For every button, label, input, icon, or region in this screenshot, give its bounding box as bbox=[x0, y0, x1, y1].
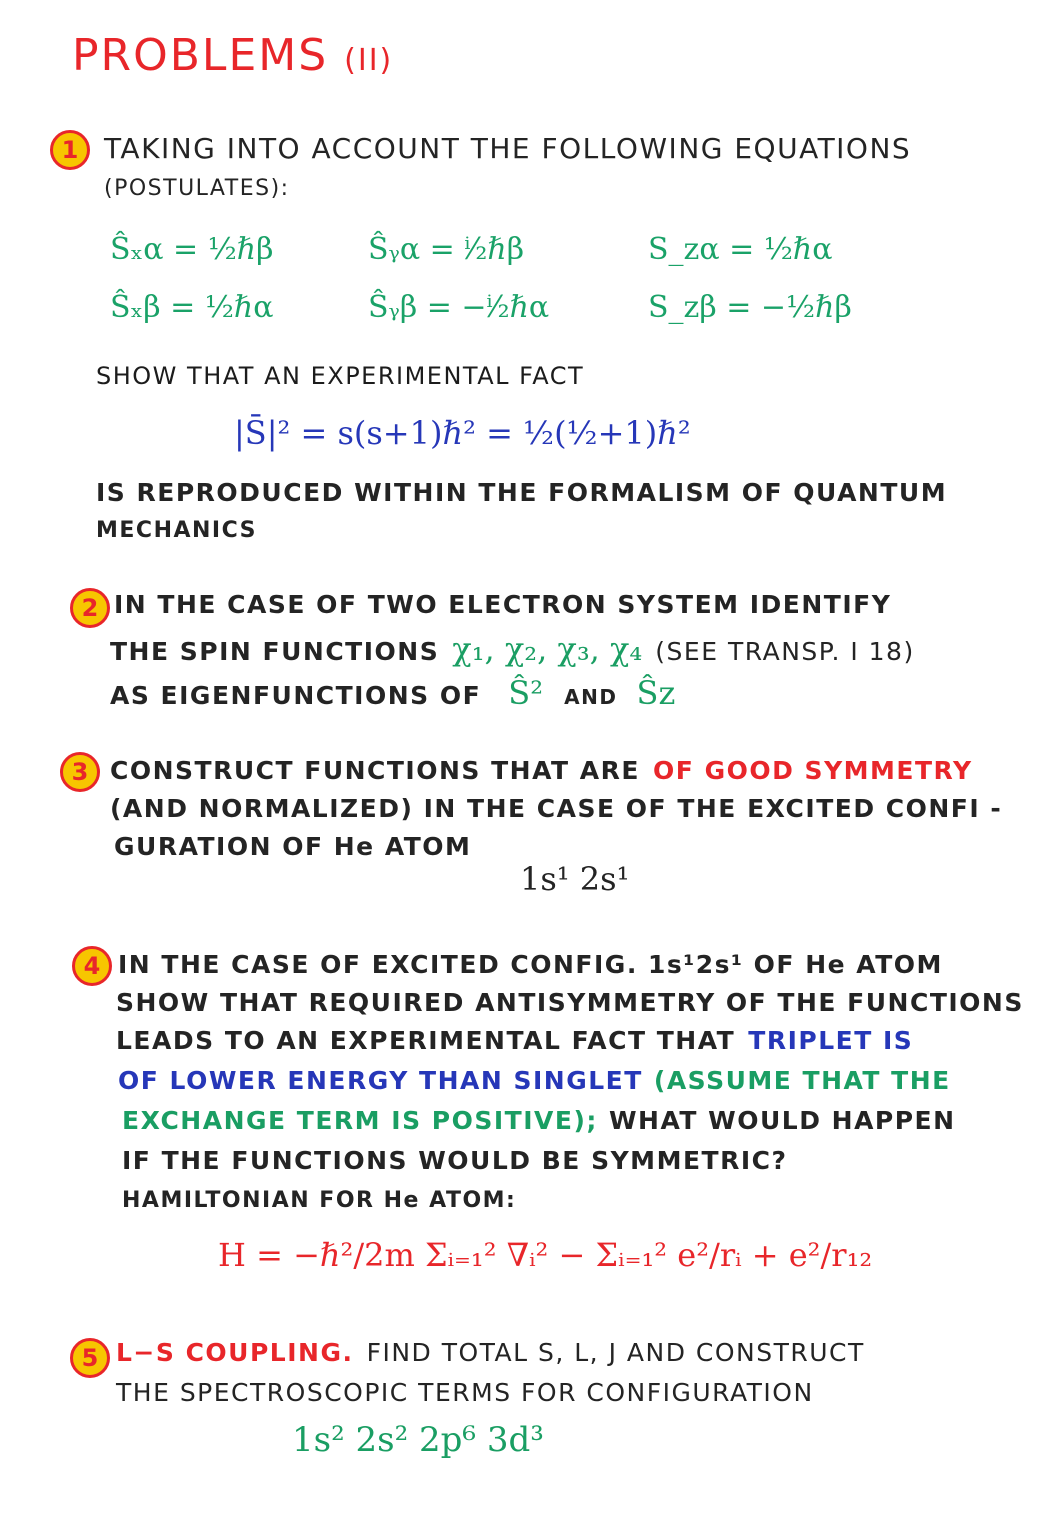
configuration: 1s² 2s² 2p⁶ 3d³ bbox=[292, 1420, 544, 1460]
operator-s-squared: Ŝ² bbox=[508, 674, 544, 712]
postulate-equation: Ŝₓα = ½ℏβ bbox=[110, 232, 274, 267]
problem-number-badge: 2 bbox=[70, 588, 110, 628]
problem-4-line: IN THE CASE OF EXCITED CONFIG. 1s¹2s¹ OF He ATOM bbox=[118, 950, 943, 979]
problem-5-line: L−S COUPLING. FIND TOTAL S, L, J AND CONSTRUCT bbox=[116, 1338, 865, 1367]
problem-1-line: (POSTULATES): bbox=[104, 176, 290, 201]
postulate-equation: Ŝᵧβ = −ⁱ⁄₂ℏα bbox=[368, 290, 550, 325]
problem-number-badge: 4 bbox=[72, 946, 112, 986]
title-roman: (II) bbox=[344, 43, 394, 78]
problem-4-line: IF THE FUNCTIONS WOULD BE SYMMETRIC? bbox=[122, 1146, 788, 1175]
page-title bbox=[72, 30, 393, 81]
problem-5-line: THE SPECTROSCOPIC TERMS FOR CONFIGURATION bbox=[116, 1378, 814, 1407]
problem-1-line: TAKING INTO ACCOUNT THE FOLLOWING EQUATIONS bbox=[104, 132, 912, 165]
problem-number-badge: 5 bbox=[70, 1338, 110, 1378]
hamiltonian-equation: H = −ℏ²/2m Σᵢ₌₁² ∇ᵢ² − Σᵢ₌₁² e²/rᵢ + e²/r₁₂ bbox=[218, 1236, 873, 1274]
postulate-equation: Ŝᵧα = ⁱ⁄₂ℏβ bbox=[368, 232, 525, 267]
problem-1-line: IS REPRODUCED WITHIN THE FORMALISM OF QUANTUM bbox=[96, 478, 948, 507]
problem-4-line: SHOW THAT REQUIRED ANTISYMMETRY OF THE FUNCTIONS bbox=[116, 988, 1024, 1017]
spin-functions: χ₁, χ₂, χ₃, χ₄ bbox=[452, 630, 643, 668]
problem-4-line: LEADS TO AN EXPERIMENTAL FACT THAT TRIPLET IS bbox=[116, 1026, 914, 1055]
problem-2-line: AS EIGENFUNCTIONS OF Ŝ² AND Ŝz bbox=[110, 674, 676, 712]
configuration: 1s¹ 2s¹ bbox=[520, 860, 630, 898]
operator-sz: Ŝz bbox=[636, 674, 676, 712]
problem-3-line: (AND NORMALIZED) IN THE CASE OF THE EXCITED CONFI - bbox=[110, 794, 1003, 823]
problem-3-line: GURATION OF He ATOM bbox=[114, 832, 472, 861]
problem-2-line: THE SPIN FUNCTIONS χ₁, χ₂, χ₃, χ₄ (SEE TRANSP. I 18) bbox=[110, 630, 915, 668]
problem-2-line: IN THE CASE OF TWO ELECTRON SYSTEM IDENTIFY bbox=[114, 590, 892, 619]
postulate-equation: Ŝₓβ = ½ℏα bbox=[110, 290, 274, 325]
postulate-equation: S_zα = ½ℏα bbox=[648, 232, 833, 267]
problem-1-show-line: SHOW THAT AN EXPERIMENTAL FACT bbox=[96, 362, 585, 390]
fact-equation: |S̄|² = s(s+1)ℏ² = ½(½+1)ℏ² bbox=[234, 414, 691, 452]
problem-number-badge: 1 bbox=[50, 130, 90, 170]
problem-4-line: EXCHANGE TERM IS POSITIVE); WHAT WOULD HAPPEN bbox=[122, 1106, 956, 1135]
problem-1-line: MECHANICS bbox=[96, 518, 258, 543]
problem-4-line: HAMILTONIAN FOR He ATOM: bbox=[122, 1188, 517, 1213]
title-main: PROBLEMS bbox=[72, 30, 329, 81]
problem-4-line: OF LOWER ENERGY THAN SINGLET (ASSUME THAT THE bbox=[118, 1066, 951, 1095]
problem-number-badge: 3 bbox=[60, 752, 100, 792]
postulate-equation: S_zβ = −½ℏβ bbox=[648, 290, 852, 325]
problem-3-line: CONSTRUCT FUNCTIONS THAT ARE OF GOOD SYMMETRY bbox=[110, 756, 973, 785]
